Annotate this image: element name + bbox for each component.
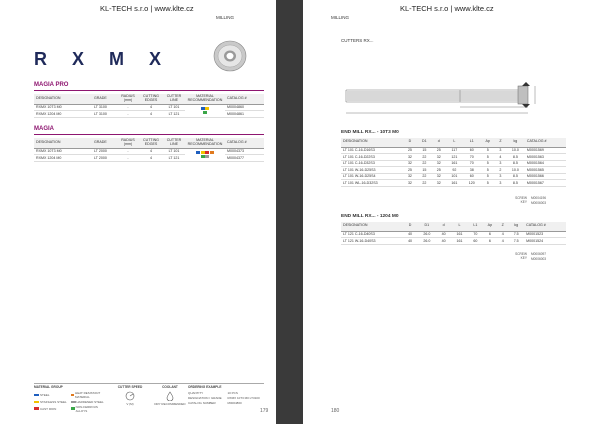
cell-d-small: 25	[432, 167, 446, 174]
endmill-10t3-heading: END MILL RX... - 10T3 M0	[341, 130, 399, 135]
cell-designation: LT 101 W-16-D25S4	[341, 173, 403, 180]
cell-grade: LT 2000	[92, 148, 117, 155]
cell-d: 40	[403, 231, 417, 238]
cell-d: 32	[403, 180, 417, 187]
col-designation: DESIGNATION	[34, 138, 92, 148]
cell-cutter-line: LT 121	[163, 111, 185, 118]
stainless-swatch	[201, 151, 205, 154]
header-link[interactable]: KL-TECH s.r.o | www.klte.cz	[400, 4, 494, 13]
cell-d1: 26.0	[417, 231, 436, 238]
cell-designation: RXMX 10T3 M0	[34, 104, 92, 111]
cell-d1: 22	[417, 173, 432, 180]
cell-radius: -	[117, 148, 139, 155]
cell-d1: 22	[417, 160, 432, 167]
heatresist-swatch	[210, 151, 214, 154]
note-code: M0006003	[531, 201, 547, 205]
cell-catalog: M0004377	[225, 155, 264, 162]
cutter-drawing	[340, 76, 540, 116]
cell-l: 92	[446, 167, 463, 174]
footer-divider	[34, 383, 264, 384]
cell-radius: -	[117, 104, 139, 111]
col-l: L	[451, 222, 469, 231]
material-swatches	[185, 148, 225, 161]
cell-d-small: 32	[432, 180, 446, 187]
cell-z: 3	[495, 147, 506, 154]
stainless-swatch	[205, 107, 209, 110]
insert-image	[213, 40, 247, 72]
cell-l: 161	[446, 180, 463, 187]
note-code: M0006003	[531, 257, 547, 261]
ordering-title: ORDERING EXAMPLE	[188, 385, 222, 389]
col-kg: kg	[508, 222, 524, 231]
endmill-10t3-rows	[341, 147, 566, 186]
legend-label: STAINLESS STEEL	[40, 399, 67, 404]
col-d-small: d	[432, 138, 446, 147]
col-l1: L1	[463, 138, 480, 147]
cell-z: 3	[495, 173, 506, 180]
cell-designation: RXMX 1204 M0	[34, 111, 92, 118]
cell-d: 40	[403, 238, 417, 245]
page-number: 179	[260, 408, 269, 414]
cell-ap: 6	[482, 231, 497, 238]
ordering-label: CATALOG NUMBER	[188, 401, 216, 405]
table-row	[34, 111, 264, 118]
cell-catalog: M0001565	[525, 167, 566, 174]
cell-cutter-line: LT 121	[163, 155, 185, 162]
cell-d: 32	[403, 173, 417, 180]
col-ap: Ap	[482, 222, 497, 231]
col-cutting-edges: CUTTING EDGES	[139, 138, 163, 148]
col-d-small: d	[437, 222, 451, 231]
stainless-swatch	[34, 401, 39, 404]
cell-l1: 70	[468, 231, 482, 238]
nonferrous-swatch	[71, 407, 75, 410]
section-tag: MILLING	[216, 15, 235, 20]
cell-kg: 8.5	[506, 160, 525, 167]
cell-grade: LT 3100	[92, 111, 117, 118]
coolant-label: DRY RECOMMENDED	[154, 402, 186, 406]
col-grade: GRADE	[92, 138, 117, 148]
cell-catalog: M0001566	[525, 173, 566, 180]
cell-kg: 8.5	[506, 154, 525, 161]
col-cutter-line: CUTTER LINE	[163, 138, 185, 148]
hardened-swatch	[71, 401, 76, 404]
product-title: R X M X	[34, 49, 172, 69]
col-d1: D1	[417, 222, 436, 231]
heading-underline	[34, 90, 264, 91]
col-z: Z	[495, 138, 506, 147]
castiron-swatch	[34, 407, 39, 410]
cell-edges: 4	[139, 111, 163, 118]
cell-d: 25	[403, 167, 417, 174]
cell-d-small: 40	[437, 231, 451, 238]
magia-pro-heading: MAGIA PRO	[34, 82, 69, 88]
cell-l1: 60	[463, 173, 480, 180]
ordering-label: QUANTITY	[188, 391, 204, 395]
cell-catalog: M0004861	[225, 111, 264, 118]
cell-d-small: 32	[432, 160, 446, 167]
cell-designation: LT 121 C-16-D40S3	[341, 231, 403, 238]
cell-edges: 4	[139, 155, 163, 162]
cell-l1: 120	[463, 180, 480, 187]
cell-l: 121	[446, 154, 463, 161]
col-cutting-edges: CUTTING EDGES	[139, 94, 163, 104]
cell-z: 2	[495, 167, 506, 174]
col-grade: GRADE	[92, 94, 117, 104]
table-row	[341, 180, 566, 187]
cell-catalog: M0004860	[225, 104, 264, 111]
ordering-value: 10 PCS	[227, 391, 238, 395]
col-d1: D1	[417, 138, 432, 147]
cell-kg: 8.5	[506, 173, 525, 180]
nonferrous-swatch	[201, 155, 205, 158]
cell-designation: LT 101 C-16-D32S3	[341, 160, 403, 167]
cell-catalog: M0001563	[525, 154, 566, 161]
screw-key-note: SCREW KEY	[515, 252, 527, 260]
cell-l1: 60	[468, 238, 482, 245]
cell-d-small: 32	[432, 154, 446, 161]
coolant-block	[152, 385, 188, 406]
header-link[interactable]: KL-TECH s.r.o | www.klte.cz	[100, 4, 194, 13]
legend-item	[71, 405, 105, 413]
cell-catalog: M0001523	[524, 231, 566, 238]
col-z: Z	[497, 222, 508, 231]
cell-kg: 10.0	[506, 147, 525, 154]
cell-kg: 7.5	[508, 238, 524, 245]
cell-ap: 5	[480, 154, 495, 161]
cell-l1: 70	[463, 160, 480, 167]
cell-kg: 7.5	[508, 231, 524, 238]
legend-item	[71, 391, 105, 399]
cell-l: 117	[446, 147, 463, 154]
endmill-1204-rows	[341, 231, 566, 244]
col-designation: DESIGNATION	[341, 138, 403, 147]
page-number: 180	[331, 408, 340, 414]
cell-l: 101	[446, 173, 463, 180]
cell-l1: 38	[463, 167, 480, 174]
cell-designation: LT 101 WL-16-D32S3	[341, 180, 403, 187]
col-radius: RADIUS (mm)	[117, 94, 139, 104]
cutter-speed-title: CUTTER SPEED	[117, 385, 143, 389]
endmill-10t3-table	[341, 138, 566, 187]
cell-catalog: M0001567	[525, 180, 566, 187]
cell-z: 4	[497, 238, 508, 245]
legend-label: HEAT RESISTANT MATERIAL	[75, 391, 101, 399]
col-d: D	[403, 222, 417, 231]
col-catalog: CATALOG #	[525, 138, 566, 147]
cutter-speed-icon	[124, 391, 136, 401]
cell-z: 4	[497, 231, 508, 238]
legend-item	[34, 391, 68, 399]
cell-catalog: M0001524	[524, 238, 566, 245]
table-row	[341, 238, 566, 245]
ordering-value: RXMX 10T3 M0 LT3100	[227, 396, 260, 400]
endmill-1204-table	[341, 222, 566, 245]
cell-ap: 5	[480, 147, 495, 154]
cell-d: 25	[403, 147, 417, 154]
heatresist-swatch	[71, 394, 75, 397]
col-l: L	[446, 138, 463, 147]
cell-d-small: 25	[432, 147, 446, 154]
hardened-swatch	[205, 155, 209, 158]
cell-l: 161	[451, 238, 469, 245]
screw-key-note: SCREW KEY	[515, 196, 527, 204]
col-d: D	[403, 138, 417, 147]
cell-ap: 5	[480, 160, 495, 167]
cell-grade: LT 2000	[92, 155, 117, 162]
col-l1: L1	[468, 222, 482, 231]
cell-radius: -	[117, 155, 139, 162]
legend-label: HARDENED STEEL	[76, 399, 104, 404]
note-code: M0006097	[531, 252, 547, 256]
heading-underline	[34, 134, 264, 135]
ordering-label: DESIGNATION / GRADE	[188, 396, 222, 400]
material-group-title: MATERIAL GROUP	[34, 385, 63, 389]
cell-kg: 8.5	[506, 180, 525, 187]
cell-edges: 4	[139, 104, 163, 111]
note-code: M0004196	[531, 196, 547, 200]
steel-swatch	[201, 107, 205, 110]
col-designation: DESIGNATION	[341, 222, 403, 231]
cell-designation: LT 101 W-16-D25S3	[341, 167, 403, 174]
cell-designation: RXMX 1204 M0	[34, 155, 92, 162]
coolant-icon	[164, 391, 176, 401]
magia-pro-table	[34, 94, 264, 118]
cell-edges: 4	[139, 148, 163, 155]
castiron-swatch	[205, 151, 209, 154]
cell-z: 3	[495, 160, 506, 167]
cell-radius: -	[117, 111, 139, 118]
cell-ap: 6	[482, 238, 497, 245]
cell-l: 161	[451, 231, 469, 238]
col-catalog: CATALOG #	[524, 222, 566, 231]
legend-item	[34, 400, 68, 404]
cell-ap: 5	[480, 173, 495, 180]
col-material: MATERIAL RECOMMENDATION	[185, 94, 225, 104]
col-catalog: CATALOG #	[225, 94, 264, 104]
cell-d1: 22	[417, 180, 432, 187]
cell-z: 3	[495, 180, 506, 187]
cell-catalog: M0004373	[225, 148, 264, 155]
cell-d1: 15	[417, 167, 432, 174]
legend-label: CAST IRON	[40, 406, 57, 411]
section-tag: MILLING	[331, 15, 350, 20]
magia-heading: MAGIA	[34, 126, 54, 132]
right-page	[303, 0, 600, 424]
col-material: MATERIAL RECOMMENDATION	[185, 138, 225, 148]
material-swatches	[185, 104, 225, 117]
left-page	[0, 0, 276, 424]
legend-label: STEEL	[40, 393, 50, 397]
col-radius: RADIUS (mm)	[117, 138, 139, 148]
col-kg: kg	[506, 138, 525, 147]
cell-d1: 26.0	[417, 238, 436, 245]
cell-d1: 22	[417, 154, 432, 161]
table-row	[34, 155, 264, 162]
cell-kg: 10.0	[506, 167, 525, 174]
col-designation: DESIGNATION	[34, 94, 92, 104]
cell-cutter-line: LT 101	[163, 148, 185, 155]
cell-designation: LT 101 C-16-D16S3	[341, 147, 403, 154]
cell-d1: 15	[417, 147, 432, 154]
cell-grade: LT 3100	[92, 104, 117, 111]
cell-cutter-line: LT 101	[163, 104, 185, 111]
cell-l1: 70	[463, 154, 480, 161]
legend-item	[71, 400, 105, 404]
cell-d-small: 32	[432, 173, 446, 180]
material-group-legend	[34, 385, 104, 413]
steel-swatch	[34, 394, 39, 397]
ordering-example-block	[188, 385, 264, 405]
cell-designation: LT 121 W-16-D40S3	[341, 238, 403, 245]
cutter-speed-block	[112, 385, 148, 406]
coolant-title: COOLANT	[162, 385, 178, 389]
cell-catalog: M0001564	[525, 160, 566, 167]
steel-swatch	[196, 151, 200, 154]
cell-d: 32	[403, 160, 417, 167]
cell-designation: RXMX 10T3 M0	[34, 148, 92, 155]
legend-item	[34, 405, 68, 413]
col-ap: Ap	[480, 138, 495, 147]
cutter-speed-label: V (M)	[126, 402, 134, 406]
ordering-value: M0004860	[227, 401, 242, 405]
cell-z: 4	[495, 154, 506, 161]
cell-designation: LT 101 C-16-D22S3	[341, 154, 403, 161]
magia-table	[34, 138, 264, 162]
cell-catalog: M0001569	[525, 147, 566, 154]
legend-label: NON-FERROUS ALLOYS	[75, 404, 98, 413]
cell-d: 32	[403, 154, 417, 161]
col-cutter-line: CUTTER LINE	[163, 94, 185, 104]
nonferrous-swatch	[203, 111, 207, 114]
col-catalog: CATALOG #	[225, 138, 264, 148]
cell-l: 161	[446, 160, 463, 167]
cell-ap: 5	[480, 180, 495, 187]
cell-l1: 60	[463, 147, 480, 154]
cutters-title: CUTTERS RX...	[341, 38, 374, 43]
cell-ap: 5	[480, 167, 495, 174]
endmill-1204-heading: END MILL RX... - 1204 M0	[341, 214, 399, 219]
cell-d-small: 40	[437, 238, 451, 245]
